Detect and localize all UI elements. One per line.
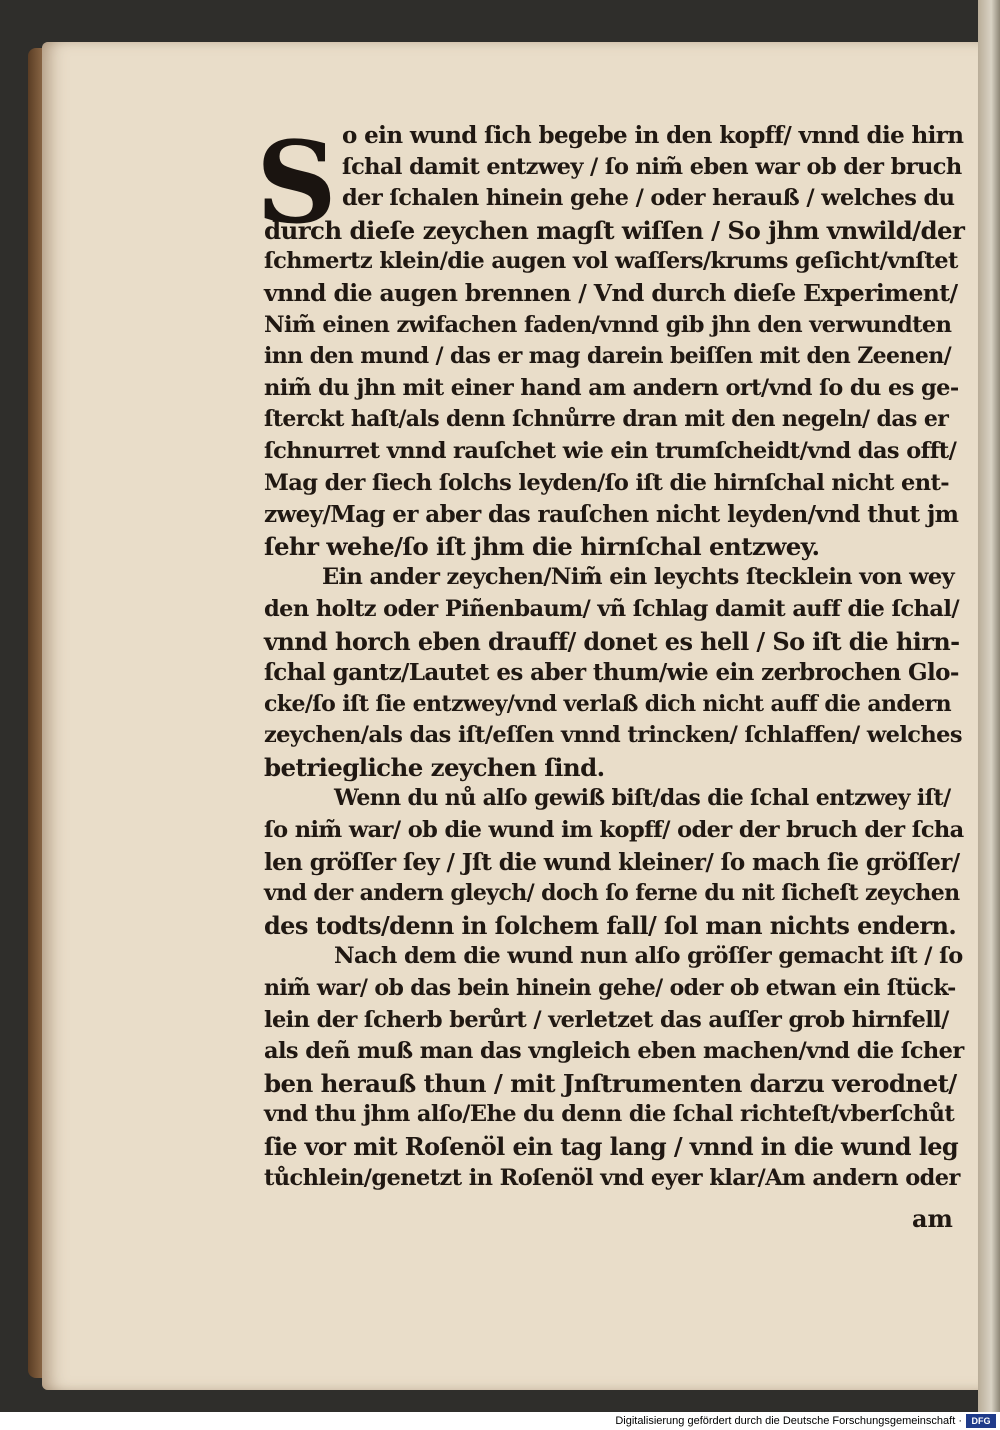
text-line: ſchmertz klein/die augen vol waſſers/krums geſicht/vnſtet [264,248,958,275]
page-right-edge [978,0,1000,1412]
catchword: am [912,1204,953,1233]
text-line: vnd der andern gleych/ doch ſo ferne du nit ſicheſt zeychen [264,880,960,907]
text-line: lein der ſcherb berůrt / verletzet das auſſer grob hirnfell/ [264,1006,949,1033]
text-line: Wenn du nů alſo gewiß biſt/das die ſchal entzwey iſt/ [334,785,951,812]
text-line: Nim̃ einen zwifachen faden/vnnd gib jhn den verwundten [264,311,952,338]
text-line: ben herauß thun / mit Jnſtrumenten darzu verodnet/ [264,1068,957,1098]
text-line: der ſchalen hinein gehe / oder herauß / welches du [342,185,955,212]
text-line: als deñ muß man das vngleich eben machen/vnd die ſcher [264,1038,964,1065]
text-line: cke/ſo iſt ſie entzwey/vnd verlaß dich nicht auff die andern [264,690,951,717]
drop-cap-initial: S [256,118,337,249]
text-line: Nach dem die wund nun alſo gröſſer gemacht iſt / ſo [334,943,963,970]
text-line: Ein ander zeychen/Nim̃ ein leychts ſtecklein von wey [322,564,955,591]
text-line: ſie vor mit Roſenöl ein tag lang / vnnd in die wund leg [264,1132,959,1161]
text-line: ſehr wehe/ſo iſt jhm die hirnſchal entzwey. [264,531,820,561]
text-line: inn den mund / das er mag darein beiſſen mit den Zeenen/ [264,343,952,370]
text-line: o ein wund ſich begebe in den kopff/ vnnd die hirn [342,122,964,149]
text-line: durch dieſe zeychen magſt wiſſen / So jhm vnwild/der [264,215,965,245]
text-line: ſchal damit entzwey / ſo nim̃ eben war ob der bruch [342,153,962,180]
text-line: zeychen/als das iſt/eſſen vnnd trincken/ ſchlaffen/ welches [264,722,962,749]
text-line: vnnd die augen brennen / Vnd durch dieſe Experiment/ [264,278,958,307]
text-line: zwey/Mag er aber das rauſchen nicht leyden/vnd thut jm [264,501,959,529]
text-line: vnnd horch eben drauff/ donet es hell / So iſt die hirn- [264,626,960,656]
footer-credit: Digitalisierung gefördert durch die Deutsche Forschungsgemeinschaft · [615,1415,962,1427]
text-line: vnd thu jhm alſo/Ehe du denn die ſchal richteſt/vberſchůt [264,1101,955,1128]
text-line: Mag der ſiech ſolchs leyden/ſo iſt die hirnſchal nicht ent- [264,469,949,496]
text-line: len gröſſer ſey / Jſt die wund kleiner/ ſo mach ſie gröſſer/ [264,848,960,876]
text-line: nim̃ war/ ob das bein hinein gehe/ oder ob etwan ein ſtück- [264,975,956,1002]
dfg-logo-icon: DFG [966,1414,996,1428]
text-line: ſchnurret vnnd rauſchet wie ein trumſcheidt/vnd das offt/ [264,437,957,464]
text-line: betriegliche zeychen ſind. [264,752,605,782]
page-text-block [264,120,964,1194]
text-line: nim̃ du jhn mit einer hand am andern ort/vnd ſo du es ge- [264,374,959,401]
text-line: ſchal gantz/Lautet es aber thum/wie ein zerbrochen Glo- [264,659,959,687]
text-line: ſo nim̃ war/ ob die wund im kopff/ oder der bruch der ſcha [264,817,964,844]
text-line: tůchlein/genetzt in Roſenöl vnd eyer klar/Am andern oder [264,1164,960,1191]
text-line: den holtz oder Piñenbaum/ vñ ſchlag damit auff die ſchal/ [264,595,959,622]
text-line: ſterckt haſt/als denn ſchnůrre dran mit den negeln/ das er [264,406,949,433]
text-line: des todts/denn in ſolchem fall/ ſol man nichts endern. [264,910,957,940]
